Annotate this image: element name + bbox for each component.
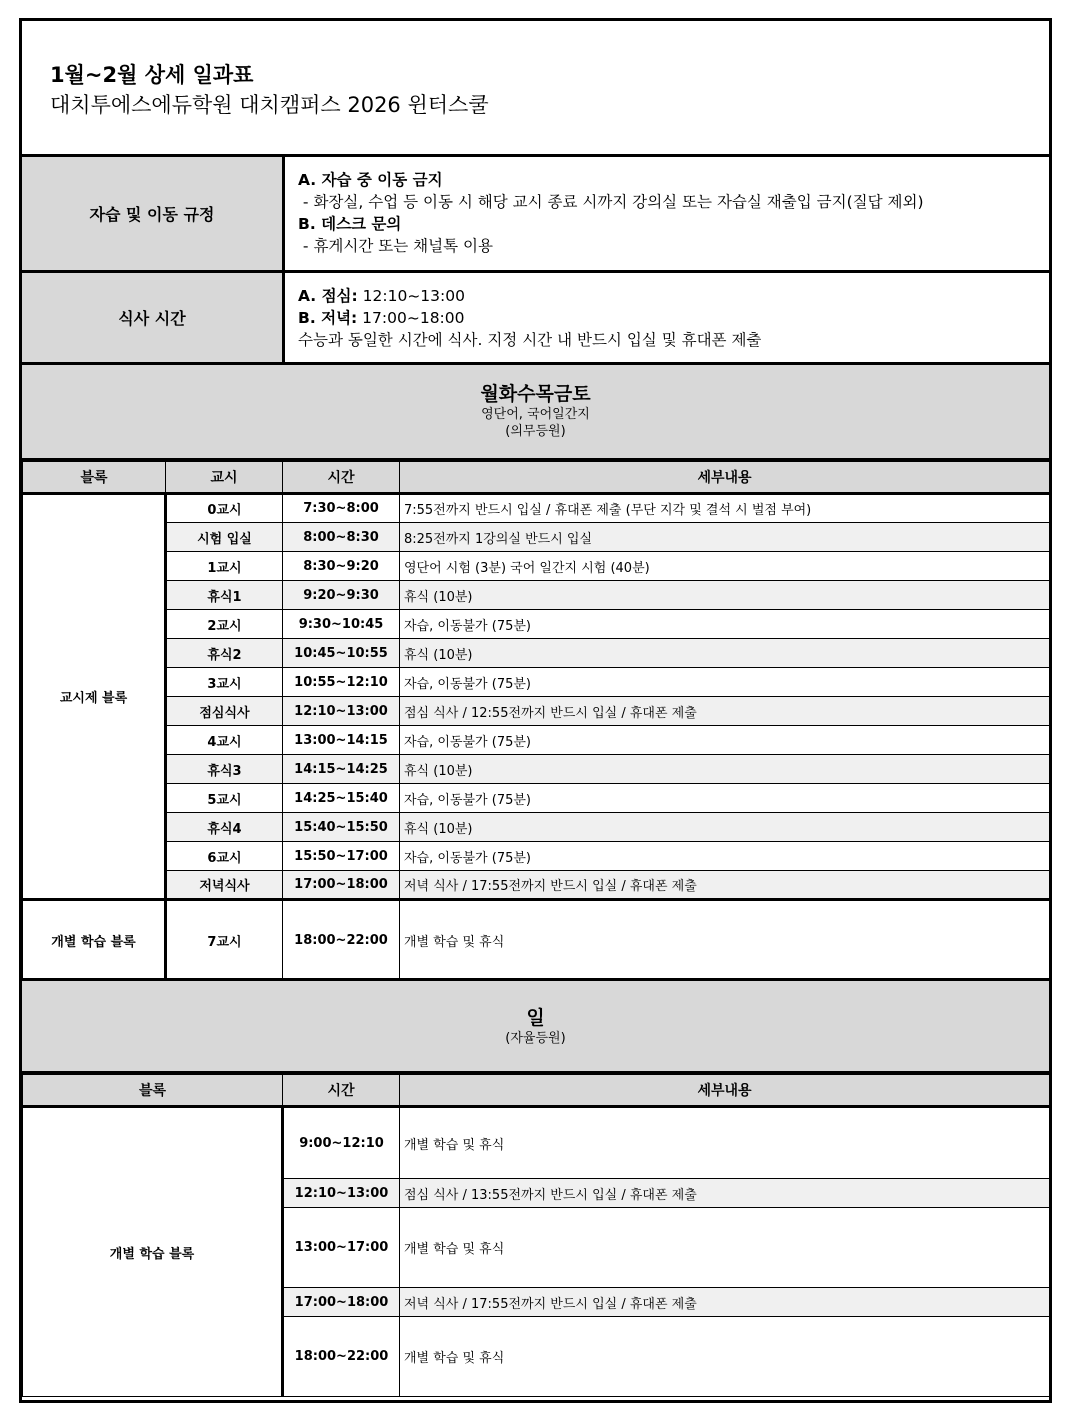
period-cell: 5교시 (166, 784, 283, 813)
table-row (23, 639, 1050, 668)
page-title: 1월~2월 상세 일과표 (50, 63, 254, 87)
table-row (23, 494, 1050, 523)
table-row (23, 668, 1050, 697)
table-row (23, 610, 1050, 639)
period-cell: 0교시 (166, 494, 283, 523)
weekday-attendance: (의무등원) (505, 424, 566, 439)
col-header-time: 시간 (283, 462, 400, 494)
detail-cell: 자습, 이동불가 (75분) (400, 784, 1050, 813)
sunday-header-row (23, 1075, 1050, 1107)
time-cell: 13:00~14:15 (283, 726, 400, 755)
time-cell: 18:00~22:00 (283, 1317, 400, 1397)
sunday-header (22, 978, 1049, 1074)
time-cell: 8:30~9:20 (283, 552, 400, 581)
period-cell: 점심식사 (166, 697, 283, 726)
time-cell: 12:10~13:00 (283, 697, 400, 726)
time-cell: 8:00~8:30 (283, 523, 400, 552)
table-row (23, 1107, 1050, 1179)
detail-cell: 자습, 이동불가 (75분) (400, 842, 1050, 871)
time-cell: 9:00~12:10 (283, 1107, 400, 1179)
detail-cell: 8:25전까지 1강의실 반드시 입실 (400, 523, 1050, 552)
weekday-title: 월화수목금토 (480, 383, 591, 405)
table-row (23, 842, 1050, 871)
time-cell: 12:10~13:00 (283, 1179, 400, 1208)
time-cell: 7:30~8:00 (283, 494, 400, 523)
title-block (22, 21, 1049, 157)
detail-cell: 개별 학습 및 휴식 (400, 900, 1050, 980)
period-cell: 휴식4 (166, 813, 283, 842)
time-cell: 14:25~15:40 (283, 784, 400, 813)
sunday-title: 일 (526, 1007, 545, 1029)
detail-cell: 개별 학습 및 휴식 (400, 1317, 1050, 1397)
time-cell: 15:50~17:00 (283, 842, 400, 871)
detail-cell: 휴식 (10분) (400, 581, 1050, 610)
detail-cell: 저녁 식사 / 17:55전까지 반드시 입실 / 휴대폰 제출 (400, 1288, 1050, 1317)
table-row (23, 697, 1050, 726)
meal-dinner-label: B. 저녁: (298, 309, 358, 327)
sunday-table (22, 1074, 1050, 1397)
detail-cell: 자습, 이동불가 (75분) (400, 610, 1050, 639)
table-row (23, 900, 1050, 980)
meals-label: 식사 시간 (22, 273, 285, 362)
col-header-time: 시간 (283, 1075, 400, 1107)
period-cell: 4교시 (166, 726, 283, 755)
rule-a-text: - 화장실, 수업 등 이동 시 해당 교시 종료 시까지 강의실 또는 자습실 재출입 금지(질답 제외) (298, 193, 924, 211)
meal-note: 수능과 동일한 시간에 식사. 지정 시간 내 반드시 입실 및 휴대폰 제출 (298, 331, 762, 349)
weekday-header (22, 365, 1049, 461)
rule-b-text: - 휴게시간 또는 채널톡 이용 (298, 237, 493, 255)
detail-cell: 자습, 이동불가 (75분) (400, 726, 1050, 755)
period-cell: 시험 입실 (166, 523, 283, 552)
period-cell: 7교시 (166, 900, 283, 980)
table-row (23, 552, 1050, 581)
time-cell: 13:00~17:00 (283, 1208, 400, 1288)
meals-content (298, 285, 761, 351)
time-cell: 14:15~14:25 (283, 755, 400, 784)
detail-cell: 7:55전까지 반드시 입실 / 휴대폰 제출 (무단 지각 및 결석 시 벌점 부여) (400, 494, 1050, 523)
period-cell: 3교시 (166, 668, 283, 697)
meal-lunch-label: A. 점심: (298, 287, 358, 305)
detail-cell: 개별 학습 및 휴식 (400, 1107, 1050, 1179)
table-row (23, 581, 1050, 610)
meals-row (22, 273, 1049, 365)
time-cell: 18:00~22:00 (283, 900, 400, 980)
detail-cell: 영단어 시험 (3분) 국어 일간지 시험 (40분) (400, 552, 1050, 581)
table-row (23, 813, 1050, 842)
detail-cell: 휴식 (10분) (400, 639, 1050, 668)
period-cell: 휴식1 (166, 581, 283, 610)
period-cell: 6교시 (166, 842, 283, 871)
detail-cell: 휴식 (10분) (400, 755, 1050, 784)
schedule-sheet (19, 18, 1052, 1403)
rules-row (22, 157, 1049, 273)
meal-dinner (298, 307, 761, 329)
meal-dinner-time: 17:00~18:00 (357, 309, 465, 327)
page-subtitle: 대치투에스에듀학원 대치캠퍼스 2026 윈터스쿨 (50, 93, 489, 117)
period-cell: 휴식2 (166, 639, 283, 668)
detail-cell: 자습, 이동불가 (75분) (400, 668, 1050, 697)
weekday-table (22, 461, 1050, 980)
block-label: 교시제 블록 (23, 494, 166, 900)
col-header-detail: 세부내용 (400, 462, 1050, 494)
col-header-block: 블록 (23, 462, 166, 494)
meal-lunch-time: 12:10~13:00 (357, 287, 465, 305)
detail-cell: 점심 식사 / 12:55전까지 반드시 입실 / 휴대폰 제출 (400, 697, 1050, 726)
period-cell: 1교시 (166, 552, 283, 581)
time-cell: 17:00~18:00 (283, 871, 400, 900)
weekday-subtitle: 영단어, 국어일간지 (481, 407, 590, 422)
time-cell: 9:20~9:30 (283, 581, 400, 610)
time-cell: 15:40~15:50 (283, 813, 400, 842)
rule-a-title: A. 자습 중 이동 금지 (298, 171, 443, 189)
rules-content (298, 169, 924, 257)
detail-cell: 점심 식사 / 13:55전까지 반드시 입실 / 휴대폰 제출 (400, 1179, 1050, 1208)
time-cell: 10:45~10:55 (283, 639, 400, 668)
table-row (23, 755, 1050, 784)
table-row (23, 871, 1050, 900)
sunday-attendance: (자율등원) (505, 1031, 566, 1046)
block-label: 개별 학습 블록 (23, 1107, 283, 1397)
detail-cell: 휴식 (10분) (400, 813, 1050, 842)
period-cell: 휴식3 (166, 755, 283, 784)
time-cell: 10:55~12:10 (283, 668, 400, 697)
time-cell: 9:30~10:45 (283, 610, 400, 639)
rules-label: 자습 및 이동 규정 (22, 157, 285, 270)
rule-b-title: B. 데스크 문의 (298, 215, 402, 233)
meal-lunch (298, 285, 761, 307)
col-header-period: 교시 (166, 462, 283, 494)
detail-cell: 저녁 식사 / 17:55전까지 반드시 입실 / 휴대폰 제출 (400, 871, 1050, 900)
period-cell: 저녁식사 (166, 871, 283, 900)
detail-cell: 개별 학습 및 휴식 (400, 1208, 1050, 1288)
block-label: 개별 학습 블록 (23, 900, 166, 980)
period-cell: 2교시 (166, 610, 283, 639)
col-header-block: 블록 (23, 1075, 283, 1107)
col-header-detail: 세부내용 (400, 1075, 1050, 1107)
weekday-header-row (23, 462, 1050, 494)
table-row (23, 726, 1050, 755)
table-row (23, 784, 1050, 813)
time-cell: 17:00~18:00 (283, 1288, 400, 1317)
table-row (23, 523, 1050, 552)
